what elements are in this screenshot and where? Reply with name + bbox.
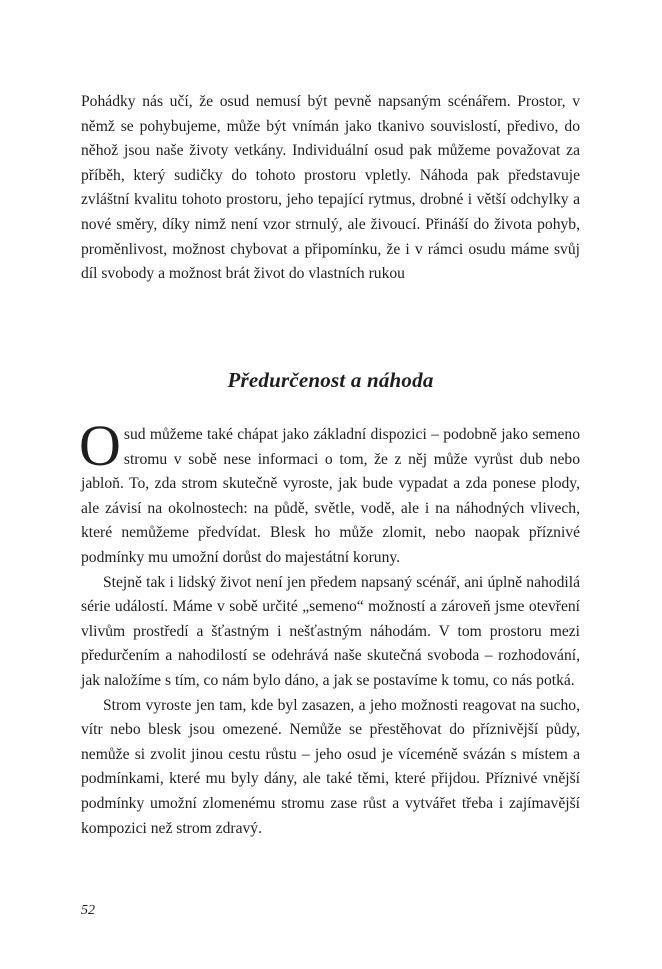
intro-paragraph: Pohádky nás učí, že osud nemusí být pevně napsaným scénářem. Prostor, v němž se pohybujeme, může být vnímán jako tkanivo souvislostí, předivo, do něhož jsou naše životy vetkány. Individuální osud pak můžeme považovat za příběh, který sudičky do tohoto prostoru vpletly. Náhoda pak představuje zvláštní kvalitu tohoto prostoru, jeho tepající rytmus, drobné i větší odchylky a nové směry, díky nimž není vzor strnulý, ale živoucí. Přináší do života pohyb, proměnlivost, možnost chybovat a připomínku, že i v rámci osudu máme svůj díl svobody a možnost brát život do vlastních rukou bbox=[81, 93, 580, 283]
section-body bbox=[79, 413, 580, 841]
paragraph-2: Stejně tak i lidský život není jen předem napsaný scénář, ani úplně nahodilá série událostí. Máme v sobě určité „semeno“ možností a zároveň jsme otevření vlivům prostředí a šťastným i nešťastným náhodám. V tom prostoru mezi předurčením a nahodilostí se odehrává naše skutečná svoboda – rozhodování, jak naložíme s tím, co nám bylo dáno, a jak se postavíme k tomu, co nás potká. bbox=[81, 573, 580, 689]
paragraph-1-text: sud můžeme také chápat jako základní dispozici – podobně jako semeno stromu v sobě nese informaci o tom, že z něj může vyrůst dub nebo jabloň. To, zda strom skutečně vyroste, jak bude vypadat a zda ponese plody, ale závisí na okolnostech: na půdě, světle, vodě, ale i na náhodných vlivech, které nemůžeme předvídat. Blesk ho může zlomit, nebo naopak příznivé podmínky mu umožní dorůst do majestátní koruny. bbox=[81, 426, 580, 566]
book-page bbox=[81, 0, 580, 969]
section-heading: Předurčenost a náhoda bbox=[227, 368, 434, 392]
paragraph-3: Strom vyroste jen tam, kde byl zasazen, a jeho možnosti reagovat na sucho, vítr nebo blesk jsou omezené. Nemůže se přestěhovat do příznivější půdy, nemůže si zvolit jinou cestu růstu – jeho osud je víceméně svázán s místem a podmínkami, které mu byly dány, ale také těmi, které přijdou. Příznivé vnější podmínky umožní zlomenému stromu zase růst a vytvářet třeba i zajímavější kompozici než strom zdravý. bbox=[81, 696, 580, 837]
paragraph-1 bbox=[79, 413, 580, 571]
page-number: 52 bbox=[81, 903, 95, 918]
drop-cap: O bbox=[79, 413, 121, 478]
